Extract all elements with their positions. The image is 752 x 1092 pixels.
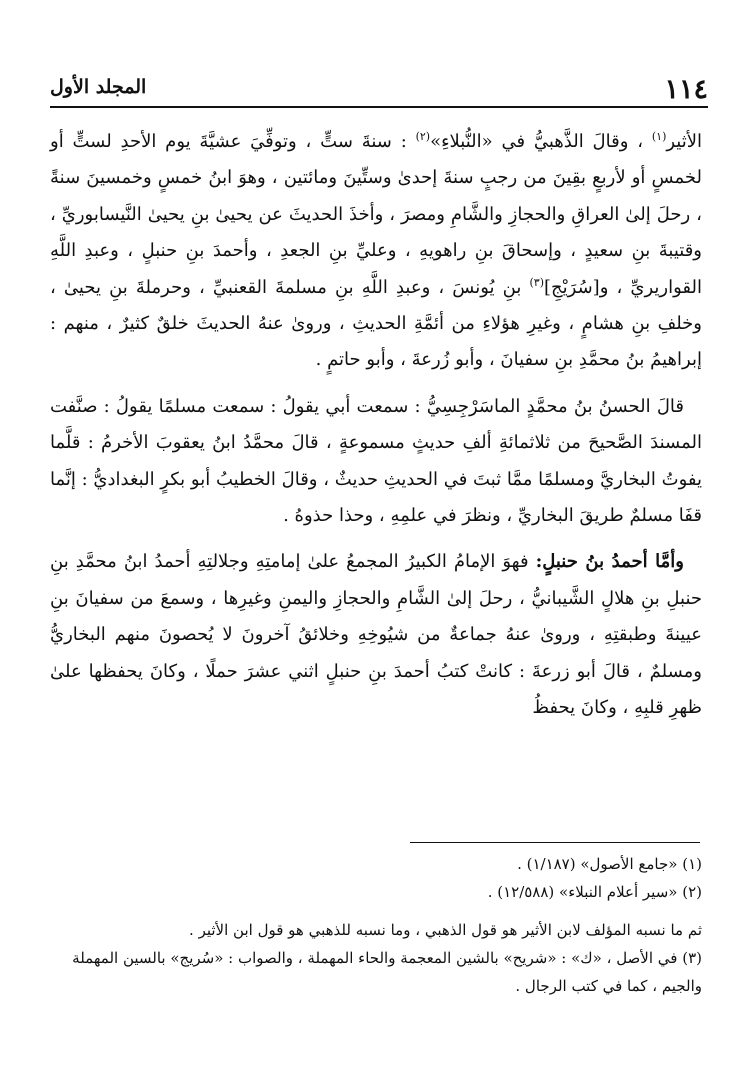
text-run: فهوَ الإمامُ الكبيرُ المجمعُ علىٰ إمامتِهِ وجلالتِهِ أحمدُ ابنُ محمَّدِ بنِ حنبلِ بنِ هلالٍ الشَّيبانيُّ ، رحلَ إلىٰ الشَّامِ والحجازِ واليمنِ وغيرِها ، وسمعَ من سفيانَ بنِ عيينةَ وطبقتِهِ ، وروىٰ عنهُ جماعةٌ من شيُوخِهِ وخلائقُ آخرونَ لا يُحصونَ منهم البخاريُّ ومسلمٌ ، قالَ أبو زرعةَ : كانتْ كتبُ أحمدَ بنِ حنبلٍ اثني عشرَ حملًا ، وكانَ يحفظها علىٰ ظهرِ قلبِهِ ، وكانَ يحفظُ [50, 551, 702, 719]
text-run: : سنةَ ستٍّ ، وتوفِّيَ عشيَّةَ يوم الأحدِ لستٍّ أو لخمسٍ أو لأربعٍ بقِينَ من رجبٍ سنةَ إحدىٰ وستِّينَ ومائتين ، وهوَ ابنُ خمسٍ وخمسينَ سنةً ، رحلَ إلىٰ العراقِ والحجازِ والشَّامِ ومصرَ ، وأخذَ الحديثَ عن يحيىٰ بنِ يحيىٰ النَّيسابوريِّ ، وقتيبةَ بنِ سعيدٍ ، وإسحاقَ بنِ راهويهِ ، وعليِّ بنِ الجعدِ ، وأحمدَ بنِ حنبلٍ ، وعبدِ اللَّهِ القواريريِّ ، و[سُرَيْجِ] [50, 131, 703, 298]
paragraph-2: قالَ الحسنُ بنُ محمَّدٍ الماسَرْجِسِيُّ : سمعت أبي يقولُ : سمعت مسلمًا يقولُ : صنَّفت المسندَ الصَّحيحَ من ثلاثمائةِ ألفِ حديثٍ مسموعةٍ ، قالَ محمَّدُ ابنُ يعقوبَ الأخرمُ : قلَّما يفوتُ البخاريَّ ومسلمًا ممَّا ثبتَ في الحديثِ حديثٌ ، وقالَ الخطيبُ أبو بكرٍ البغداديُّ : إنَّما قفَا مسلمٌ طريقَ البخاريِّ ، ونظرَ في علمِهِ ، وحذا حذوهُ . [50, 395, 702, 527]
volume-title: المجلد الأول [50, 76, 147, 98]
footnote-rule [410, 842, 700, 843]
page-number: ١١٤ [664, 74, 708, 105]
footnote-ref-1: (١) [651, 130, 667, 143]
footnote-2-note: ثم ما نسبه المؤلف لابن الأثير هو قول الذهبي ، وما نسبه للذهبي هو قول ابن الأثير . [189, 921, 702, 939]
text-run: ، وقالَ الذَّهبيُّ في «النُّبلاءِ» [430, 131, 652, 152]
footnote-1: (١) «جامع الأصول» (١/١٨٧) . [517, 855, 702, 873]
footnote-3: (٣) في الأصل ، «ك» : «شريح» بالشين المعجمة والحاء المهملة ، والصواب : «سُريج» بالسين المهملة والجيم ، كما في كتب الرجال . [72, 949, 702, 995]
footnote-ref-3: (٣) [529, 275, 544, 289]
header-rule [50, 106, 708, 108]
footnote-2: (٢) «سير أعلام النبلاء» (١٢/٥٨٨) . [487, 883, 702, 901]
footnotes [50, 850, 702, 1000]
paragraph-3 [50, 544, 702, 726]
page-header [36, 70, 722, 106]
footnote-ref-2: (٢) [415, 130, 431, 143]
text-run: بنِ يُونسَ ، وعبدِ اللَّهِ بنِ مسلمةَ القعنبيِّ ، وحرملةَ بنِ يحيىٰ ، وخلفِ بنِ هشامٍ ، وغيرِ هؤلاءِ من أئمَّةِ الحديثِ ، وروىٰ عنهُ الحديثَ خلقٌ كثيرٌ ، منهم : إبراهيمُ بنُ محمَّدِ بنِ سفيانَ ، وأبو زُرعةَ ، وأبو حاتمٍ . [50, 276, 702, 371]
paragraph-1 [50, 124, 702, 379]
main-text [50, 124, 702, 737]
text-run: الأثير [666, 131, 702, 152]
section-lead: وأمَّا أحمدُ بنُ حنبلٍ: [535, 551, 684, 573]
